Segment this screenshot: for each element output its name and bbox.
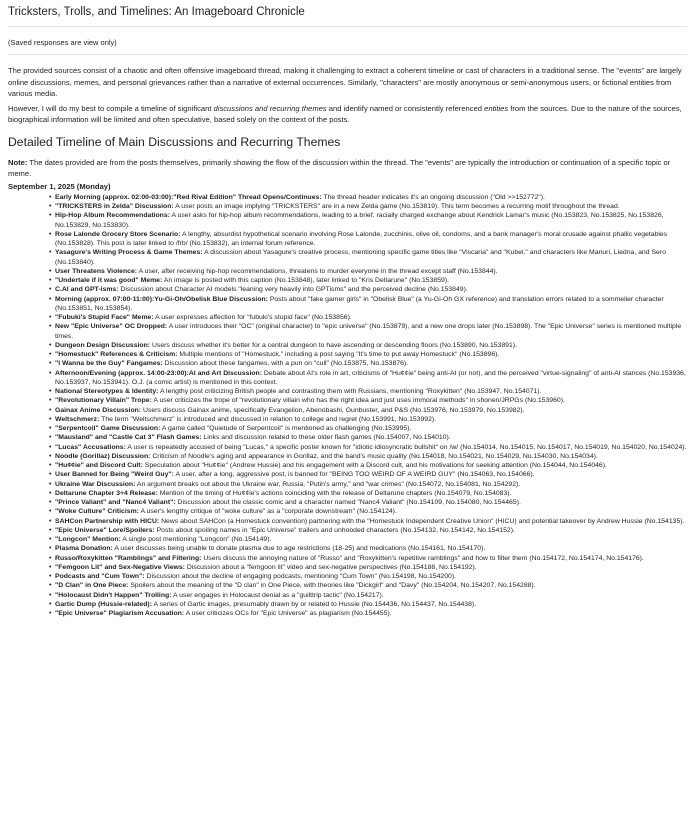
timeline-item (55, 507, 687, 516)
timeline-item-title: New "Epic Universe" OC Dropped: (55, 323, 168, 331)
timeline-item-title: Noodle (Gorillaz) Discussion: (55, 452, 151, 460)
timeline-item (55, 322, 687, 341)
timeline-item-text: Users discuss Gainax anime, specifically Evangelion, Abenobashi, Gunbuster, and P&S (No.153976, No.153979, No.153982). (141, 406, 525, 414)
timeline-item-title: Afternoon/Evening (approx. 14:00-23:00):AI and Art Discussion: (55, 369, 262, 377)
timeline-item-title: "Lucas" Accusations: (55, 443, 126, 451)
timeline-item-text: A user discusses being unable to donate plasma due to age restrictions (18-25) and medications (No.154161, No.154170). (112, 545, 486, 553)
timeline-item-text: Posts about "fake gamer girls" in "Obelisk Blue" (a Yu-Gi-Oh GX reference) and translation errors related to a sommelier character (No.153851, No.153854). (55, 295, 664, 312)
timeline-item-text: Posts about spoiling names in "Epic Universe" trailers and unhooded characters (No.154132, No.154142, No.154152). (154, 526, 515, 534)
timeline-item-text: A user's lengthy critique of "woke culture" as a "corporate downstream" (No.154124). (138, 508, 397, 516)
timeline-item-title: SAHCon Partnership with HICU: (55, 517, 160, 525)
timeline-item (55, 211, 687, 230)
timeline-item (55, 359, 687, 368)
timeline-item-title: Yasagure's Writing Process & Game Themes: (55, 249, 203, 257)
timeline-item-text: An argument breaks out about the Ukraine war, Russia, "Putin's army," and "war crimes" (No.154072, No.154081, No.154292). (135, 480, 521, 488)
timeline-item-title: Ukraine War Discussion: (55, 480, 136, 488)
timeline-item-title: Morning (approx. 07:00-11:00):Yu-Gi-Oh/Obelisk Blue Discussion: (55, 295, 268, 303)
timeline-item (55, 535, 687, 544)
timeline-item-title: Russo/Roxykitten "Ramblings" and Filtering: (55, 554, 202, 562)
timeline-item-text: A discussion about Yasagure's creative process, mentioning specific game titles like "Viscaria" and "Kubel," and characters like Manuri, Liedna, and Sero (No.153840). (55, 249, 666, 266)
timeline-item-title: "Undertale if it was good" Meme: (55, 277, 163, 285)
timeline-item-text: A game called "Quietude of Serpentcoil" is mentioned as challenging (No.153995). (160, 425, 412, 433)
timeline-item (55, 498, 687, 507)
timeline-item-title: "Femgoon Lit" and Sex-Negative Views: (55, 563, 185, 571)
timeline-item-title: "Fubuki's Stupid Face" Meme: (55, 314, 154, 322)
note-text: The dates provided are from the posts themselves, primarily showing the flow of the discussion within the thread. The "events" are typically the introduction or continuation of a specific topic or meme. (8, 157, 671, 179)
timeline-item-title: User Banned for Being "Weird Guy": (55, 471, 174, 479)
timeline-item (55, 248, 687, 267)
timeline-item (55, 230, 687, 249)
timeline-item-text: Discussion about these fangames, with a pun on "cull" (No.153875, No.153876). (162, 360, 409, 368)
timeline-item-title: "D Clan" in One Piece: (55, 582, 129, 590)
timeline-item-title: "Hu¢¢ie" and Discord Cult: (55, 462, 143, 470)
timeline-item (55, 452, 687, 461)
timeline-item-text: Mention of the timing of Hu¢¢ie's actions coinciding with the release of Deltarune chapters (No.154079, No.154083). (157, 489, 512, 497)
timeline-item (55, 609, 687, 618)
banner-divider (8, 54, 687, 55)
timeline-item (55, 572, 687, 581)
timeline-item (55, 350, 687, 359)
timeline-item-title: Deltarune Chapter 3+4 Release: (55, 489, 158, 497)
timeline-item (55, 563, 687, 572)
timeline-item-title: "Prince Valiant" and "Nanc4 Valiant": (55, 499, 176, 507)
timeline-item-text: Discussion about the decline of engaging podcasts, mentioning "Cum Town" (No.154198, No.154200). (144, 573, 457, 581)
timeline-item-text: Multiple mentions of "Homestuck," including a post saying "It's time to put away Homestuck" (No.153896). (177, 351, 500, 359)
date-heading: September 1, 2025 (Monday) (8, 181, 111, 191)
timeline-item-title: "Holocaust Didn't Happen" Trolling: (55, 591, 172, 599)
timeline-item-text: A user posts an image implying "TRICKSTERS" are in a new Zelda game (No.153819). This term becomes a recurring motif throughout the thread. (173, 203, 620, 211)
timeline-item (55, 387, 687, 396)
timeline-item (55, 313, 687, 322)
timeline-item (55, 396, 687, 405)
timeline-item (55, 295, 687, 314)
timeline-item-text: News about SAHCon (a Homestuck convention) partnering with the "Homestuck Independent Creative Union" (HICU) and potential takeover by Andrew Hussie (No.154135). (159, 517, 685, 525)
intro2-suffix: from the sources. Due to the nature of the sources, biographical information will be limited and often speculative, based solely on the context of the posts. (8, 103, 682, 125)
timeline-item-text: Users discuss the annoying nature of "Russo" and "Roxykitten's repetitive ramblings" and how to filter them (No.154172, No.154174, No.154176). (201, 554, 644, 562)
timeline-item-text: Spoilers about the meaning of the "D clan" in One Piece, with theories like "Dickgirl" and "Davy" (No.154204, No.154207, No.154288). (128, 582, 536, 590)
timeline-item-title: Rose Lalonde Grocery Store Scenario: (55, 230, 181, 238)
timeline-item (55, 581, 687, 590)
timeline-item (55, 480, 687, 489)
timeline-item-text: A user asks for hip-hop album recommendations, leading to a brief, racially charged exchange about Kendrick Lamar's music (No.153823, No.153825, No.153826, No.153829, No.153830). (55, 212, 664, 229)
timeline-item-text: A user criticizes OCs for "Epic Universe" as plagiarism (No.154455). (184, 610, 392, 618)
timeline-item-text: Criticism of Noodle's aging and appearance in Gorillaz, and the band's music quality (No.154018, No.154021, No.154029, No.154030, No.154034). (150, 452, 598, 460)
timeline-item-text: A user introduces their "OC" (original character) to "epic universe" (No.153879), and a new one drops later (No.153898). The "Epic Universe" series is mentioned multiple times. (55, 323, 682, 340)
timeline-item-text: Discussion about a "femgoon lit" video and sex-negative perspectives (No.154188, No.154192). (184, 563, 477, 571)
timeline-item (55, 285, 687, 294)
timeline-item-title: Weltschmerz: (55, 415, 100, 423)
timeline-item (55, 276, 687, 285)
saved-response-banner: (Saved responses are view only) (8, 38, 117, 47)
timeline-item-title: Dungeon Design Discussion: (55, 341, 151, 349)
timeline-item-title: "Serpentcoil" Game Discussion: (55, 425, 161, 433)
timeline-item (55, 433, 687, 442)
timeline-item (55, 369, 687, 388)
timeline-item (55, 267, 687, 276)
intro2-emphasis-1: discussions and recurring themes (213, 103, 327, 113)
timeline-item-text: Users discuss whether it's better for a central dungeon to have ascending or descending floors (No.153890, No.153891). (150, 341, 517, 349)
timeline-item-title: "Mausland" and "Castle Cat 3" Flash Games: (55, 434, 202, 442)
timeline-item (55, 341, 687, 350)
title-divider (8, 26, 687, 27)
timeline-item-text: A single post mentioning "Longcon" (No.154149). (120, 536, 272, 544)
timeline-item (55, 443, 687, 452)
timeline-item-title: National Stereotypes & Identity: (55, 388, 159, 396)
timeline-item-text: The thread header indicates it's an ongoing discussion ("Old >>152772"). (321, 193, 545, 201)
timeline-item-title: Podcasts and "Cum Town": (55, 573, 145, 581)
timeline-item-text: A lengthy, absurdist hypothetical scenario involving Rose Lalonde, zucchinis, olive oil, condoms, and a bank manager's moral crusade against phallic vegetables (No.153828). This post is later linked to /frb/ (No.153832), an internal forum reference. (55, 230, 668, 248)
note-label: Note: (8, 157, 28, 167)
timeline-item (55, 461, 687, 470)
timeline-item-title: "Epic Universe" Plagiarism Accusation: (55, 610, 185, 618)
timeline-item-text: An image is posted with this caption (No.153848), later linked to "Kris Deltarune" (No.153859). (162, 277, 450, 285)
timeline-item-title: Gartic Dump (Hussie-related): (55, 600, 152, 608)
timeline-item-title: "Woke Culture" Criticism: (55, 508, 139, 516)
timeline-item-title: "Revolutionary Villain" Trope: (55, 397, 152, 405)
intro2-prefix: However, I will do my best to compile a timeline of significant (8, 103, 214, 113)
timeline-item-text: A user engages in Holocaust denial as a "guilttrip tactic" (No.154217). (171, 591, 384, 599)
timeline-list (8, 193, 687, 619)
timeline-item-text: A user, after a long, aggressive post, is banned for "BEING TOO WEIRD OF A WEIRD GUY" (No.154063, No.154066). (173, 471, 535, 479)
timeline-item-title: Early Morning (approx. 02:00-03:00):"Red Rival Edition" Thread Opens/Continues: (55, 193, 322, 201)
timeline-item (55, 193, 687, 202)
timeline-item-title: Plasma Donation: (55, 545, 113, 553)
timeline-item-title: "TRICKSTERS in Zelda" Discussion: (55, 203, 174, 211)
intro-paragraph-2 (8, 103, 687, 126)
timeline-item-title: User Threatens Violence: (55, 267, 138, 275)
timeline-item-text: Discussion about Character AI models "leaning very heavily into GPTisms" and the perceived decline (No.153849). (118, 286, 468, 294)
timeline-item-text: A user is repeatedly accused of being "Lucas," a specific poster known for "idiotic idiosyncratic bullshit" on /w/ (No.154014, No.154015, No.154017, No.154019, No.154020, No.154024). (125, 443, 687, 451)
timeline-item-text: A lengthy post criticizing British people and contrasting them with Russians, mentioning "Roxykitten" (No.153947, No.154071). (158, 388, 542, 396)
timeline-item-text: Debate about AI's role in art, criticisms of "Hu¢¢ie" being anti-AI (or not), and the perceived "virtue-signaling" of anti-AI stances (No.153936, No.153937, No.153941). O.J. (a comic artist) is mentioned in this context. (55, 369, 686, 386)
timeline-item (55, 415, 687, 424)
timeline-item-text: Discussion about the classic comic and a character named "Nanc4 Valiant" (No.154109, No.154080, No.154465). (175, 499, 521, 507)
timeline-item (55, 202, 687, 211)
timeline-item (55, 526, 687, 535)
timeline-item-text: A user, after receiving hip-hop recommendations, threatens to murder everyone in the thread except staff (No.153844). (137, 267, 498, 275)
intro-paragraph: The provided sources consist of a chaotic and often offensive imageboard thread, making it challenging to extract a coherent timeline or cast of characters in a traditional sense. The "events" are largely online discussions, memes, and personal grievances rather than a narrative of external occurrences. Similarly, "characters" are mostly anonymous or semi-anonymous users, or fictional entities from various media. (8, 66, 682, 99)
timeline-item (55, 600, 687, 609)
timeline-item-text: A user expresses affection for "fubuki's stupid face" (No.153856). (153, 314, 352, 322)
intro2-emphasis-2: entities (484, 103, 509, 113)
timeline-item-text: A user criticizes the trope of "revolutionary villain who has the right idea and just uses immoral methods" in shonen/JRPGs (No.153960). (151, 397, 565, 405)
timeline-item (55, 554, 687, 563)
timeline-item (55, 489, 687, 498)
timeline-item (55, 591, 687, 600)
timeline-item-title: "Homestuck" References & Criticism: (55, 351, 178, 359)
timeline-item (55, 406, 687, 415)
timeline-item-title: "Longcon" Mention: (55, 536, 121, 544)
document-title: Tricksters, Trolls, and Timelines: An Imageboard Chronicle (8, 6, 305, 18)
timeline-item-title: "I Wanna be the Guy" Fangames: (55, 360, 163, 368)
intro2-middle: and identify named or consistently referenced (326, 103, 485, 113)
timeline-item (55, 470, 687, 479)
timeline-item-title: C.AI and GPT-isms: (55, 286, 119, 294)
note-paragraph (8, 157, 687, 180)
timeline-item (55, 544, 687, 553)
timeline-item-text: A series of Gartic images, presumably drawn by or related to Hussie (No.154436, No.154437, No.154438). (151, 600, 477, 608)
timeline-item (55, 424, 687, 433)
timeline-item-text: The term "Weltschmerz" is introduced and discussed in relation to college and regret (No.153991, No.153992). (99, 415, 437, 423)
timeline-item-text: Speculation about "Hu¢¢ie" (Andrew Hussie) and his engagement with a Discord cult, and his motivations for seeking attention (No.154044, No.154046). (142, 462, 607, 470)
timeline-item (55, 517, 687, 526)
section-heading: Detailed Timeline of Main Discussions and Recurring Themes (8, 134, 341, 149)
timeline-item-title: Gainax Anime Discussion: (55, 406, 142, 414)
timeline-item-text: Links and discussion related to these older flash games (No.154007, No.154010). (201, 434, 451, 442)
document-page (0, 5, 693, 833)
timeline-item-title: Hip-Hop Album Recommendations: (55, 212, 170, 220)
timeline-item-title: "Epic Universe" Lore/Spoilers: (55, 526, 155, 534)
